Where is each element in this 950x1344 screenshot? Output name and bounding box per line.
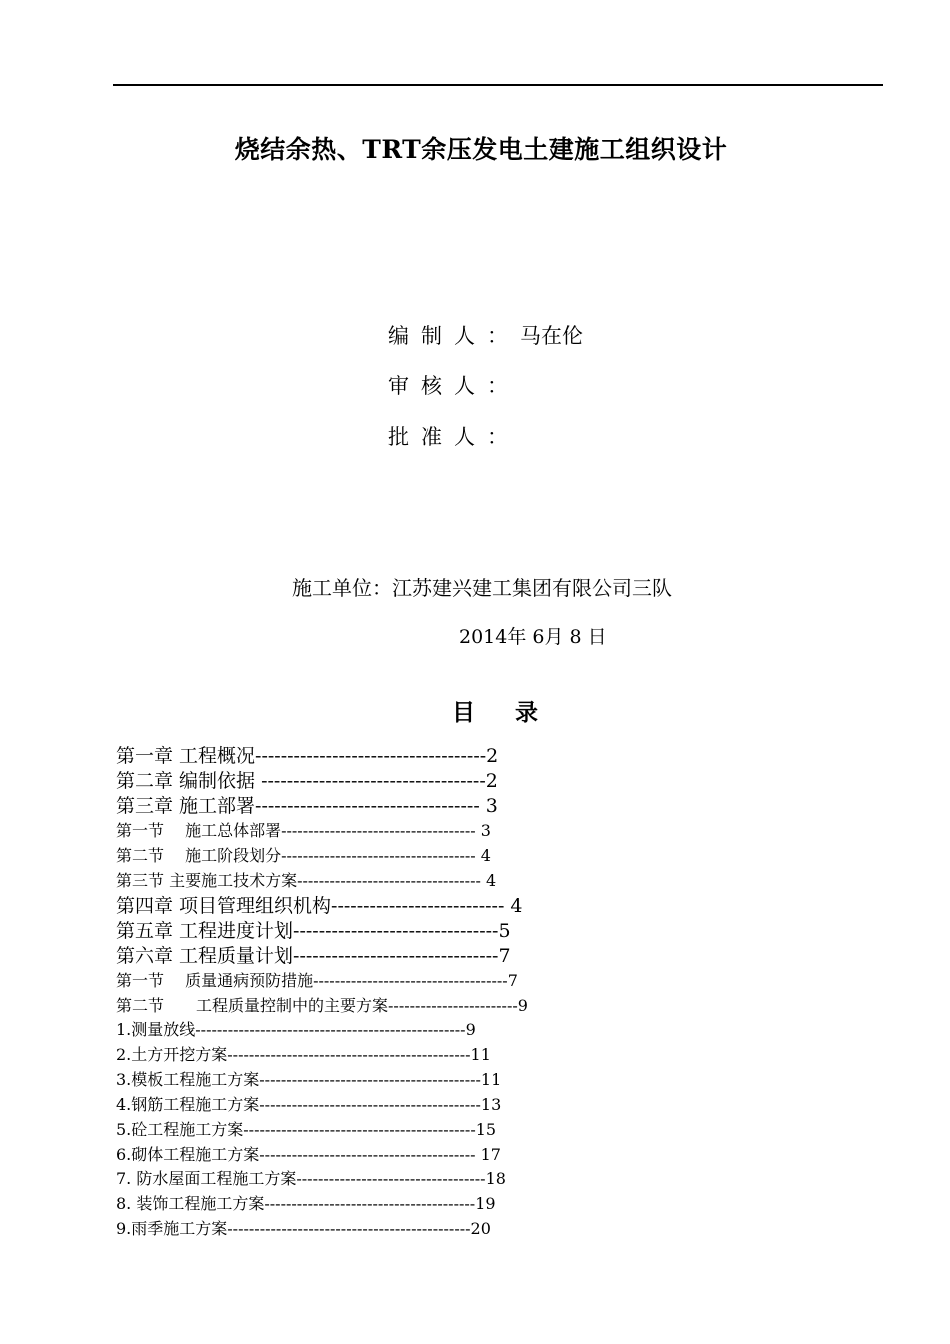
toc-title: 目录 [452, 699, 578, 726]
reviewer-label: 审核人： [388, 374, 520, 398]
toc-entry[interactable]: 第二章 编制依据 -----------------------------------2 [116, 770, 498, 792]
approver-label: 批准人： [388, 425, 520, 449]
toc-entry[interactable]: 第六章 工程质量计划--------------------------------7 [116, 945, 511, 967]
toc-entry[interactable]: 第二节 工程质量控制中的主要方案------------------------9 [116, 996, 528, 1015]
toc-entry[interactable]: 第三节 主要施工技术方案---------------------------------- 4 [116, 871, 497, 890]
reviewer-line [388, 370, 520, 400]
toc-entry[interactable]: 8. 装饰工程施工方案---------------------------------------19 [116, 1194, 496, 1213]
document-title: 烧结余热、TRT余压发电土建施工组织设计 [234, 135, 728, 164]
toc-entry[interactable]: 6.砌体工程施工方案---------------------------------------- 17 [116, 1145, 501, 1164]
compiler-line [388, 320, 583, 350]
toc-entry[interactable]: 3.模板工程施工方案-----------------------------------------11 [116, 1070, 502, 1089]
toc-entry[interactable]: 2.土方开挖方案---------------------------------------------11 [116, 1045, 491, 1064]
toc-entry[interactable]: 第四章 项目管理组织机构--------------------------- 4 [116, 895, 523, 917]
toc-entry[interactable]: 4.钢筋工程施工方案-----------------------------------------13 [116, 1095, 502, 1114]
toc-entry[interactable]: 第一章 工程概况------------------------------------2 [116, 745, 499, 767]
toc-entry[interactable]: 第一节 质量通病预防措施------------------------------------7 [116, 971, 518, 990]
toc-entry[interactable]: 第二节 施工阶段划分------------------------------------ 4 [116, 846, 491, 865]
toc-entry[interactable]: 第一节 施工总体部署------------------------------------ 3 [116, 821, 491, 840]
approver-line [388, 421, 520, 451]
document-date: 2014年 6月 8 日 [459, 626, 607, 648]
compiler-name: 马在伦 [520, 324, 583, 348]
toc-entry[interactable]: 第五章 工程进度计划--------------------------------5 [116, 920, 511, 942]
toc-entry[interactable]: 5.砼工程施工方案-------------------------------------------15 [116, 1120, 497, 1139]
construction-unit: 施工单位：江苏建兴建工集团有限公司三队 [292, 576, 672, 600]
toc-entry[interactable]: 7. 防水屋面工程施工方案-----------------------------------18 [116, 1169, 506, 1188]
toc-entry[interactable]: 1.测量放线--------------------------------------------------9 [116, 1020, 476, 1039]
toc-entry[interactable]: 9.雨季施工方案---------------------------------------------20 [116, 1219, 491, 1238]
toc-entry[interactable]: 第三章 施工部署----------------------------------- 3 [116, 795, 498, 817]
compiler-label: 编制人： [388, 324, 520, 348]
header-rule [113, 84, 883, 86]
